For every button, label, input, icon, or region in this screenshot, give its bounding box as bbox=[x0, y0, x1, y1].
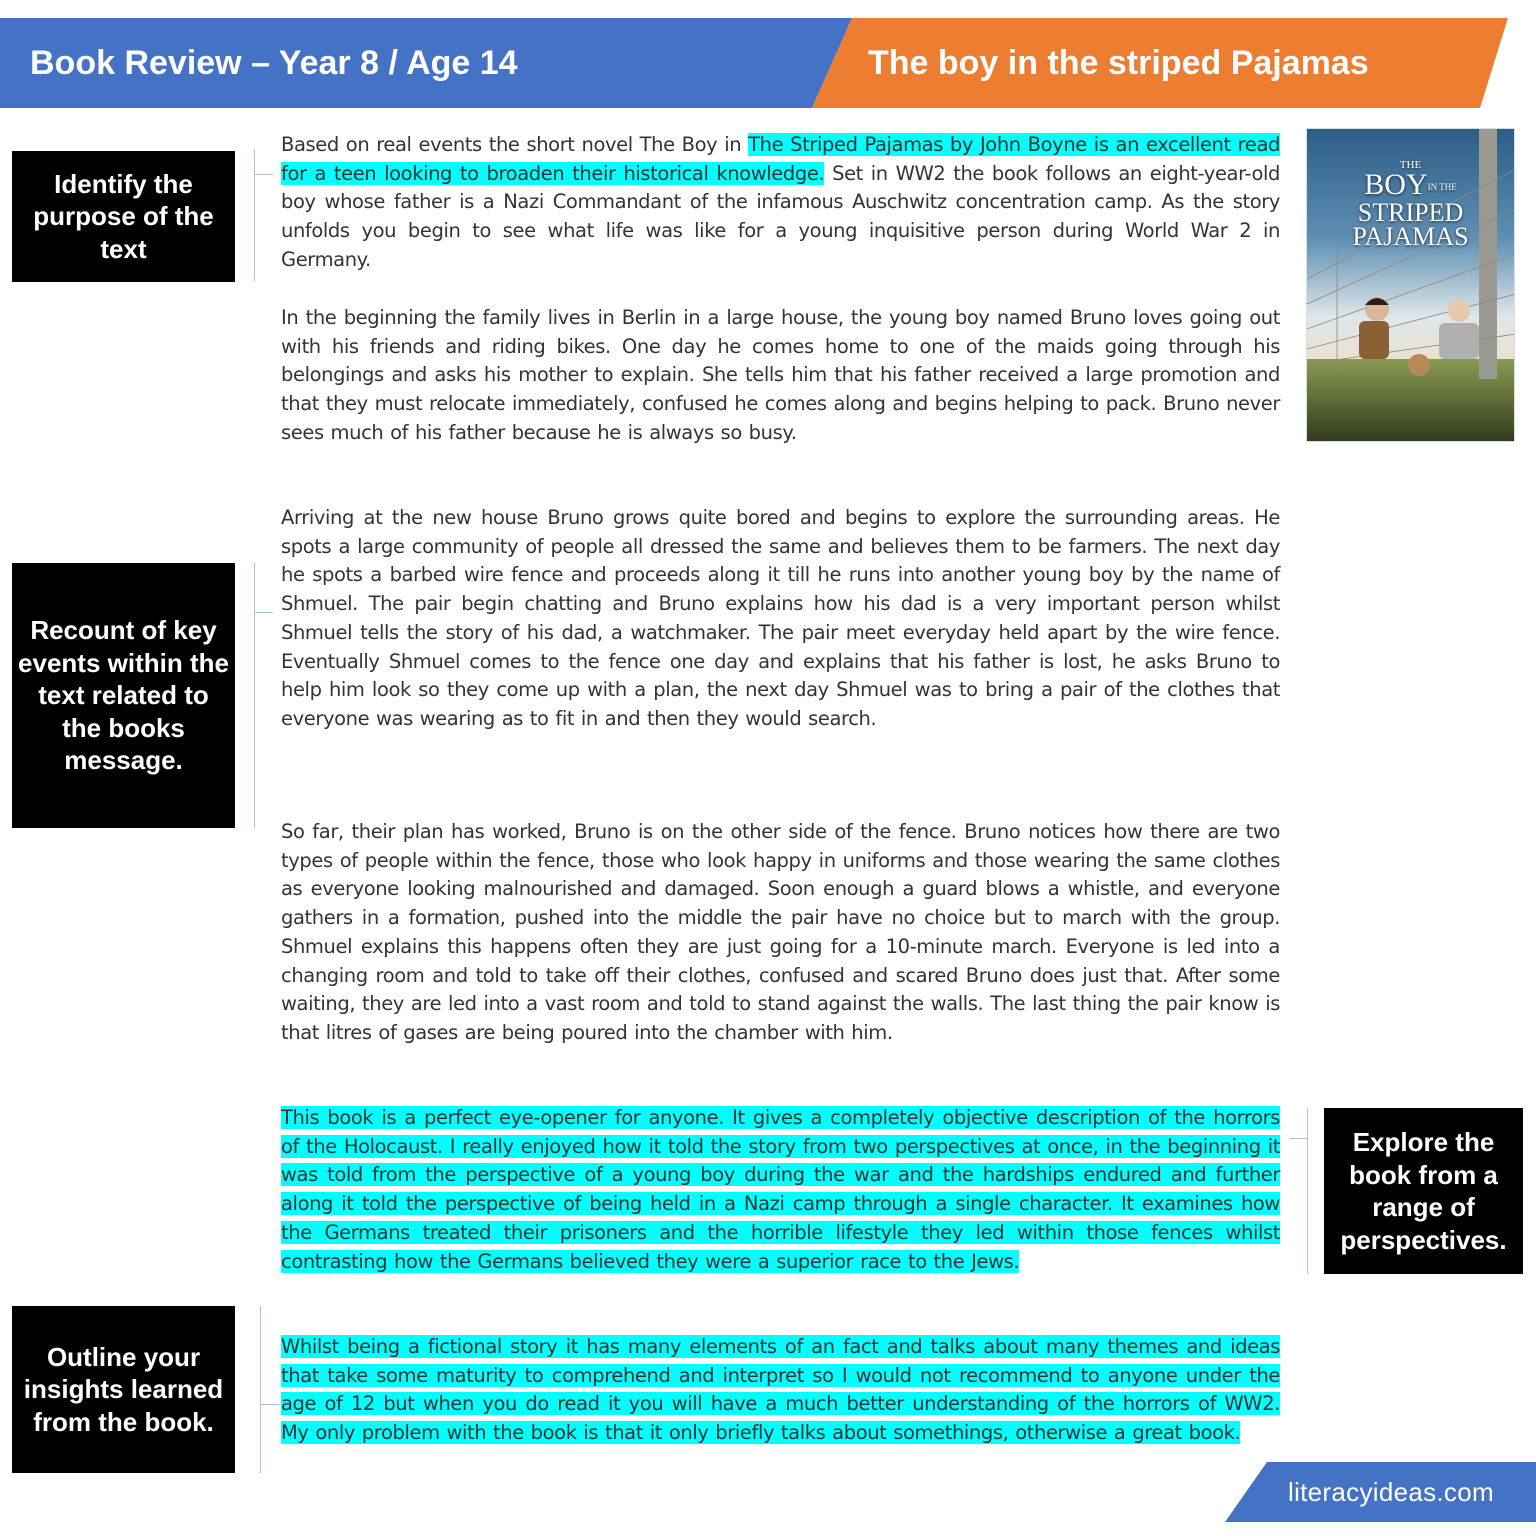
book-title-heading: The boy in the striped Pajamas bbox=[868, 44, 1369, 82]
highlighted-thesis: The Striped Pajamas by John Boyne is an excellent read for a teen looking to broaden their historical knowledge. bbox=[281, 133, 1280, 185]
bracket-recount bbox=[254, 563, 255, 828]
bracket-purpose bbox=[254, 150, 255, 281]
review-heading: Book Review – Year 8 / Age 14 bbox=[30, 44, 518, 82]
header-banner bbox=[0, 18, 1536, 108]
paragraph-key-events: Arriving at the new house Bruno grows quite bored and begins to explore the surrounding areas. He spots a large community of people all dressed the same and believes them to be farmers. The next day he spots a barbed wire fence and proceeds along it till he runs into another young boy by the name of Shmuel. The pair begin chatting and Bruno explains how his dad is a very important person whilst Shmuel tells the story of his dad, a watchmaker. The pair meet everyday held apart by the wire fence. Eventually Shmuel comes to the fence one day and explains that his father is lost, he asks Bruno to help him look so they come up with a plan, the next day Shmuel was to bring a pair of the clothes that everyone was wearing as to fit in and then they would search. bbox=[281, 506, 1280, 730]
paragraph-beginning: In the beginning the family lives in Berlin in a large house, the young boy named Bruno loves going out with his friends and riding bikes. One day he comes home to one of the maids going through his belongings and asks his mother to explain. She tells him that his father received a large promotion and that they must relocate immediately, confused he comes along and begins helping to pack. Bruno never sees much of his father because he is always so busy. bbox=[281, 306, 1280, 444]
book-cover-image bbox=[1306, 128, 1515, 442]
paragraph-introduction: Based on real events the short novel The Boy in The Striped Pajamas by John Boyne is an excellent read for a teen looking to broaden their historical knowledge. Set in WW2 the book follows an eight-year-old boy whose father is a Nazi Commandant of the infamous Auschwitz concentration camp. As the story unfolds you begin to see what life was like for a young inquisitive person during World War 2 in Germany. bbox=[281, 133, 1280, 271]
paragraph-perspectives: This book is a perfect eye-opener for anyone. It gives a completely objective description of the horrors of the Holocaust. I really enjoyed how it told the story from two perspectives at once, in the beginning it was told from the perspective of a young boy during the war and the hardships endured and further along it told the perspective of being held in a Nazi camp through a single character. It examines how the Germans treated their prisoners and the horrible lifestyle they led within those fences whilst contrasting how the Germans believed they were a superior race to the Jews. bbox=[281, 1106, 1280, 1273]
cover-title: THE BOYIN THE STRIPED PAJAMAS bbox=[1352, 159, 1469, 252]
site-link[interactable]: literacyideas.com bbox=[1288, 1477, 1494, 1507]
label-purpose: Identify the purpose of the text bbox=[12, 151, 235, 282]
label-recount: Recount of key events within the text related to the books message. bbox=[12, 563, 235, 828]
bracket-insights bbox=[260, 1306, 261, 1473]
bracket-perspectives bbox=[1307, 1108, 1308, 1274]
label-perspectives: Explore the book from a range of perspectives. bbox=[1324, 1108, 1523, 1274]
paragraph-climax: So far, their plan has worked, Bruno is on the other side of the fence. Bruno notices how there are two types of people within the fence, those who look happy in uniforms and those wearing the same clothes as everyone looking malnourished and damaged. Soon enough a guard blows a whistle, and everyone gathers in a formation, pushed into the middle the pair have no choice but to march with the group. Shmuel explains this happens often they are just going for a 10-minute march. Everyone is led into a changing room and told to take off their clothes, confused and scared Bruno does just that. After some waiting, they are led into a vast room and told to stand against the walls. The last thing the pair know is that litres of gases are being poured into the chamber with him. bbox=[281, 820, 1280, 1044]
label-insights: Outline your insights learned from the book. bbox=[12, 1306, 235, 1473]
paragraph-insights: Whilst being a fictional story it has many elements of an fact and talks about many themes and ideas that take some maturity to comprehend and interpret so I would not recommend to anyone under the age of 12 but when you do read it you will have a much better understanding of the horrors of WW2. My only problem with the book is that it only briefly talks about somethings, otherwise a great book. bbox=[281, 1335, 1280, 1445]
